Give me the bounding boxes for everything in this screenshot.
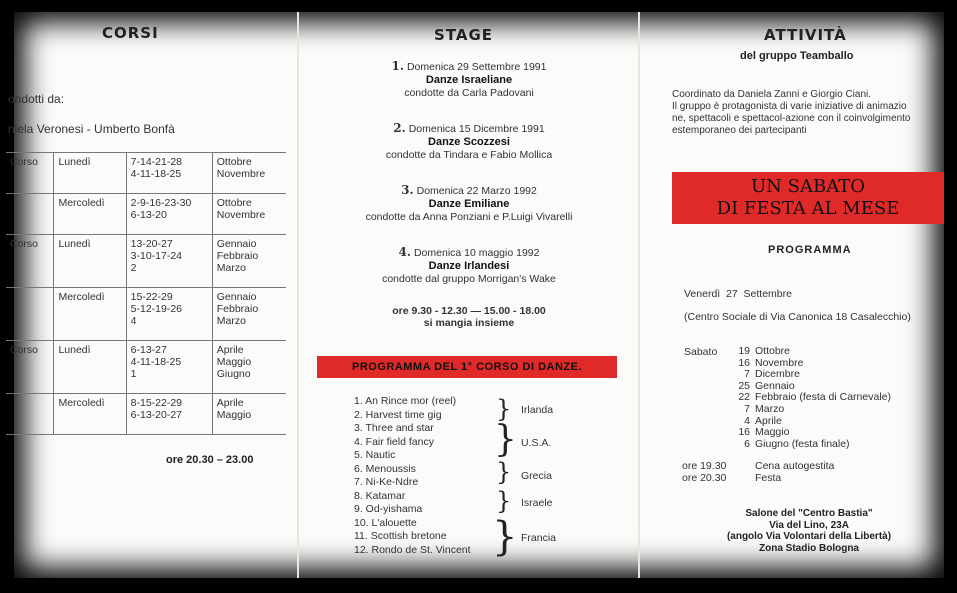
country-israele: Israele [521,497,553,509]
sabato-day: 7 [744,403,750,415]
months-cell: Gennaio Febbraio Marzo [212,235,286,288]
address-line: Via del Lino, 23A [769,519,849,531]
description-line: ne, spettacoli e spettacol-azione con il coinvolgimento [672,113,911,124]
sabato-day: 4 [744,414,750,427]
stage-event-number: 2. [393,121,406,135]
dates-cell: 7-14-21-28 4-11-18-25 [126,153,212,194]
attivita-description [672,89,910,137]
course-label-cell: Corso [6,235,54,288]
stage-event [304,122,634,162]
stage-event-leader: condotte da Carla Padovani [404,87,534,99]
dance-item: 3. Three and star [354,422,434,434]
country-grecia: Grecia [521,470,552,482]
schedule-event: Cena autogestita [755,460,835,472]
corsi-teachers: niela Veronesi - Umberto Bonfà [8,122,175,136]
schedule-event: Festa [755,471,782,484]
description-line: Il gruppo è protagonista di varie iniziative di animazio [672,101,907,112]
sabato-month: Giugno (festa finale) [755,437,850,450]
table-row [6,194,286,235]
program-title-banner: PROGRAMMA DEL 1° CORSO DI DANZE. [317,356,617,378]
dance-item: 7. Ni-Ke-Ndre [354,476,419,488]
stage-event-leader: condotte dal gruppo Morrigan's Wake [382,273,556,285]
day-cell: Lunedì [54,341,126,394]
day-cell: Lunedì [54,235,126,288]
venerdi-line: Venerdì 27 Settembre [684,288,792,300]
dates-cell: 15-22-29 5-12-19-26 4 [126,288,212,341]
brace-3: } [496,458,512,486]
courses-table [6,152,286,435]
sabato-day: 25 [738,379,750,392]
sabato-day: 7 [744,368,750,381]
table-row [6,235,286,288]
dates-cell: 13-20-27 3-10-17-24 2 [126,235,212,288]
country-irlanda: Irlanda [521,404,554,416]
sabato-day: 6 [744,437,750,450]
dance-item: 6. Menoussis [354,462,416,475]
course-label-cell [6,394,54,435]
corsi-led-by: ondotti da: [8,92,65,106]
course-label-cell: Corso [6,341,54,394]
sabato-day: 16 [738,426,750,439]
stage-event-name: Danze Irlandesi [428,260,510,272]
day-cell: Mercoledì [54,394,126,435]
attivita-subtitle: del gruppo Teamballo [740,50,854,62]
stage-hours: ore 9.30 - 12.30 — 15.00 - 18.00 [392,305,546,317]
sabato-month: Dicembre [755,368,800,381]
day-cell: Mercoledì [54,288,126,341]
festa-banner [672,172,944,224]
sabato-month: Gennaio [755,379,795,392]
address-line: (angolo Via Volontari della Libertà) [726,531,892,542]
stage-event-date: Domenica 29 Settembre 1991 [406,61,547,73]
months-cell: Ottobre Novembre [212,153,286,194]
dates-cell: 6-13-27 4-11-18-25 1 [126,341,212,394]
address-line: Zona Stadio Bologna [759,542,859,554]
dance-item: 2. Harvest time gig [354,408,442,421]
table-row [6,394,286,435]
brace-5: } [492,514,518,560]
country-francia: Francia [521,532,557,544]
sabato-day: 19 [738,345,750,357]
dance-item: 8. Katamar [354,489,406,502]
fold-line-2 [638,12,640,578]
dates-cell: 2-9-16-23-30 6-13-20 [126,194,212,235]
sabato-month: Marzo [755,403,785,415]
address-block [704,508,914,554]
attivita-panel [644,12,944,578]
dance-item: 9. Od-yishama [354,503,423,515]
stage-event-leader: condotte da Anna Ponziani e P.Luigi Vivarelli [365,211,573,223]
dance-item: 11. Scottish bretone [354,530,447,542]
day-cell: Mercoledì [54,194,126,235]
dance-item: 4. Fair field fancy [354,435,434,448]
fold-line-1 [297,12,299,578]
stage-title: STAGE [434,26,494,44]
months-cell: Ottobre Novembre [212,194,286,235]
stage-event-leader: condotte da Tindara e Fabio Mollica [385,149,553,161]
sabato-month: Maggio [755,426,790,439]
corsi-title: CORSI [102,24,159,42]
day-cell: Lunedì [54,153,126,194]
stage-event-name: Danze Scozzesi [428,136,510,148]
stage-event-number: 3. [401,183,414,197]
brace-4: } [496,487,512,515]
dance-item: 10. L'alouette [354,516,417,529]
course-label-cell: Corso [6,153,54,194]
corsi-hours: ore 20.30 – 23.00 [166,454,254,466]
sabato-month: Febbraio (festa di Carnevale) [755,391,891,404]
stage-event-name: Danze Israeliane [425,74,513,86]
sabato-month: Ottobre [755,345,791,357]
stage-event-number: 1. [391,59,405,73]
stage-panel [304,12,634,578]
dance-item: 12. Rondo de St. Vincent [354,543,471,556]
venue-note: (Centro Sociale di Via Canonica 18 Casalecchio) [684,311,911,323]
stage-event-number: 4. [398,245,412,259]
description-line: estemporaneo dei partecipanti [672,125,807,136]
country-usa: U.S.A. [521,437,552,449]
months-cell: Aprile Maggio [212,394,286,435]
address-line: Salone del "Centro Bastia" [745,508,873,519]
table-row [6,341,286,394]
festa-banner-line1: UN SABATO [751,176,865,197]
table-row [6,288,286,341]
schedule-time: ore 19.30 [682,460,727,472]
festa-banner-line2: DI FESTA AL MESE [716,198,900,219]
brace-1: } [496,395,512,423]
attivita-title: ATTIVITÀ [764,26,847,44]
course-label-cell [6,194,54,235]
brace-2: } [494,419,517,460]
course-label-cell [6,288,54,341]
stage-event-date: Domenica 15 Dicembre 1991 [408,123,545,135]
table-row [6,153,286,194]
dance-item: 1. An Rince mor (reel) [354,395,457,407]
stage-event-name: Danze Emiliane [428,198,510,210]
sabato-label: Sabato [684,346,718,358]
stage-event [304,60,634,100]
dates-cell: 8-15-22-29 6-13-20-27 [126,394,212,435]
sabato-day: 22 [738,391,750,404]
corsi-panel [8,12,294,578]
sabato-month: Novembre [755,356,804,369]
sabato-day: 16 [738,356,750,369]
schedule-time: ore 20.30 [682,471,727,484]
stage-event-date: Domenica 22 Marzo 1992 [416,185,537,197]
description-line: Coordinato da Daniela Zanni e Giorgio Ciani. [672,89,872,100]
dance-item: 5. Nautic [354,449,396,461]
programma-heading: PROGRAMMA [768,244,852,256]
stage-event [304,246,634,286]
brochure-sheet [8,12,944,578]
sabato-month: Aprile [755,414,782,427]
stage-lunch: si mangia insieme [423,317,515,329]
stage-event [304,184,634,224]
stage-event-date: Domenica 10 maggio 1992 [413,247,540,259]
months-cell: Gennaio Febbraio Marzo [212,288,286,341]
months-cell: Aprile Maggio Giugno [212,341,286,394]
